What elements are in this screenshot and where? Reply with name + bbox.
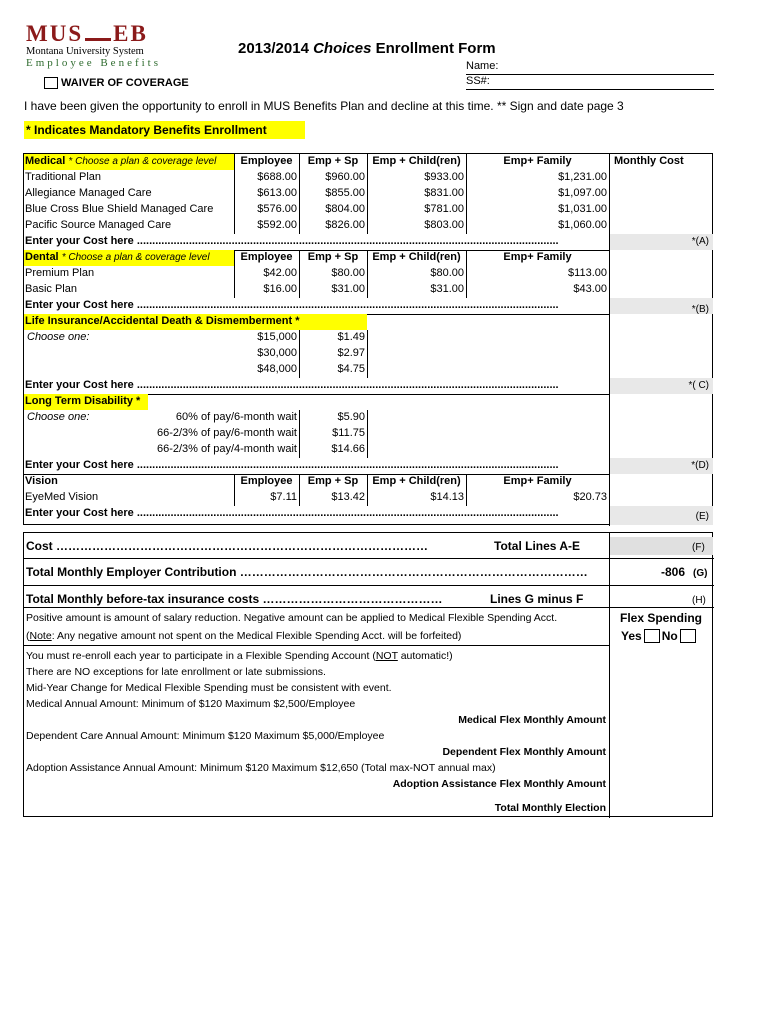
price-employee[interactable]: $42.00 [263,267,297,279]
life-enter-cost-row [24,378,714,394]
medical-label: Medical * Choose a plan & coverage level [24,154,234,170]
medical-enter-cost-row [24,234,714,250]
cost-e-input[interactable]: (E) [610,506,713,525]
title-rest: Enrollment Form [375,40,496,57]
col-emp-sp: Emp + Sp [307,475,359,487]
ltd-option-cost[interactable]: $5.90 [337,411,365,423]
employer-contribution-label: Total Monthly Employer Contribution …………………………………………………………………………… [26,565,588,579]
col-emp-family: Emp+ Family [503,475,572,487]
price-emp-family[interactable]: $113.00 [568,267,607,279]
marker-f: (F) [692,542,705,553]
name-field[interactable] [466,60,714,75]
medical-flex-monthly-label: Medical Flex Monthly Amount [458,714,606,726]
row-divider [24,607,714,608]
price-emp-sp[interactable]: $960.00 [325,171,365,183]
plan-row [24,282,714,298]
life-label: Life Insurance/Accidental Death & Dismemberment * [24,314,367,330]
price-emp-family[interactable]: $1,097.00 [558,187,607,199]
ltd-option-cost[interactable]: $11.75 [332,427,365,439]
ltd-option-row [24,426,714,442]
ltd-option-desc: 60% of pay/6-month wait [175,411,297,423]
adoption-annual-note: Adoption Assistance Annual Amount: Minimum $120 Maximum $12,650 (Total max-NOT annual max) [26,762,496,774]
price-emp-child[interactable]: $781.00 [424,203,464,215]
price-emp-family[interactable]: $43.00 [573,283,607,295]
mandatory-notice: * Indicates Mandatory Benefits Enrollment [24,121,305,139]
name-label: Name: [466,60,499,72]
no-checkbox[interactable] [680,629,696,643]
ss-label: SS#: [466,75,490,87]
col-employee: Employee [240,475,293,487]
col-emp-family: Emp+ Family [503,155,572,167]
ltd-header-row [24,394,714,410]
ltd-label: Long Term Disability * [24,394,148,410]
enter-cost-label: Enter your Cost here .......................................................................................................................................... [25,459,559,471]
row-divider [24,585,714,586]
employer-contribution-value: -806 [661,565,686,579]
col-emp-child: Emp + Child(ren) [372,251,461,263]
dental-header-row [24,250,714,266]
ltd-option-cost[interactable]: $14.66 [331,443,365,455]
forfeit-note: (Note: Any negative amount not spent on the Medical Flexible Spending Acct. will be forfeited) [26,630,462,642]
flex-yes-no [621,629,699,643]
col-employee: Employee [240,155,293,167]
ltd-option-row [24,442,714,458]
plan-name: Basic Plan [25,283,77,295]
price-emp-family: $20.73 [573,491,607,503]
dependent-flex-monthly-label: Dependent Flex Monthly Amount [442,746,606,758]
coverage-amount: $30,000 [257,347,297,359]
price-emp-child[interactable]: $80.00 [430,267,464,279]
price-emp-sp[interactable]: $804.00 [325,203,365,215]
price-emp-family[interactable]: $1,231.00 [558,171,607,183]
col-divider [609,533,610,818]
life-option-row [24,362,714,378]
coverage-amount: $48,000 [257,363,297,375]
medical-annual-note: Medical Annual Amount: Minimum of $120 Maximum $2,500/Employee [26,698,356,710]
price-emp-sp[interactable]: $855.00 [325,187,365,199]
total-monthly-election-label: Total Monthly Election [494,802,606,814]
waiver-of-coverage [44,77,189,89]
price-emp-sp[interactable]: $826.00 [325,219,365,231]
ltd-option-row [24,410,714,426]
coverage-amount: $15,000 [257,331,297,343]
price-employee[interactable]: $613.00 [257,187,297,199]
price-employee[interactable]: $576.00 [257,203,297,215]
logo-subtitle: Montana University System [26,46,144,57]
plan-name: Premium Plan [25,267,95,279]
coverage-cost[interactable]: $1.49 [337,331,365,343]
lines-g-minus-f: Lines G minus F [490,592,584,606]
col-emp-child: Emp + Child(ren) [372,155,461,167]
yes-label: Yes [621,629,642,643]
price-emp-child[interactable]: $933.00 [424,171,464,183]
col-emp-sp: Emp + Sp [307,155,359,167]
title-choices: Choices [313,40,372,57]
price-emp-child: $14.13 [430,491,464,503]
form-title [238,40,496,57]
ltd-option-desc: 66-2/3% of pay/6-month wait [156,427,297,439]
medical-header-row [24,154,714,170]
row-divider [24,558,714,559]
price-emp-family[interactable]: $1,031.00 [558,203,607,215]
enter-cost-label: Enter your Cost here .......................................................................................................................................... [25,235,559,247]
flex-spending-label: Flex Spending [620,611,703,625]
coverage-cost[interactable]: $4.75 [337,363,365,375]
pretax-label: Total Monthly before-tax insurance costs ……………………………………… [26,592,443,606]
title-year: 2013/2014 [238,40,309,57]
plan-name: Traditional Plan [25,171,102,183]
col-monthly-cost: Monthly Cost [614,155,684,167]
plan-row [24,202,714,218]
cost-c-input[interactable]: *( C) [610,378,713,394]
no-exceptions-note: There are NO exceptions for late enrollment or late submissions. [26,666,326,678]
plan-name: Blue Cross Blue Shield Managed Care [25,203,214,215]
total-lines-label: Total Lines A-E [494,539,581,553]
dependent-flex-input[interactable] [610,745,713,761]
vision-label: Vision [25,475,58,487]
adoption-flex-monthly-label: Adoption Assistance Flex Monthly Amount [392,778,606,790]
midyear-note: Mid-Year Change for Medical Flexible Spending must be consistent with event. [26,682,392,694]
benefits-table [23,153,713,525]
totals-section [23,532,713,817]
cost-b-input[interactable]: *(B) [610,298,713,314]
mus-eb-logo [26,22,176,72]
plan-name: EyeMed Vision [25,491,99,503]
price-emp-child[interactable]: $831.00 [424,187,464,199]
price-employee[interactable]: $16.00 [263,283,297,295]
price-employee[interactable]: $592.00 [257,219,297,231]
plan-row [24,266,714,282]
price-employee[interactable]: $688.00 [257,171,297,183]
total-election-input[interactable] [610,801,713,817]
ltd-option-desc: 66-2/3% of pay/4-month wait [156,443,297,455]
col-emp-family: Emp+ Family [503,251,572,263]
price-emp-sp[interactable]: $31.00 [331,283,365,295]
enter-cost-label: Enter your Cost here .......................................................................................................................................... [25,299,559,311]
adoption-flex-input[interactable] [610,777,713,793]
price-emp-child[interactable]: $803.00 [424,219,464,231]
logo-eb: EB [113,21,148,46]
ss-field[interactable] [466,75,714,90]
plan-name: Allegiance Managed Care [25,187,152,199]
plan-row [24,218,714,234]
price-employee: $7.11 [270,491,297,503]
medical-flex-input[interactable] [610,713,713,729]
plan-row [24,170,714,186]
choose-one-label: Choose one: [27,411,90,423]
plan-row [24,186,714,202]
vision-enter-cost-row [24,506,714,522]
row-divider [24,645,609,646]
price-emp-sp[interactable]: $80.00 [331,267,365,279]
dependent-annual-note: Dependent Care Annual Amount: Minimum $120 Maximum $5,000/Employee [26,730,385,742]
enter-cost-label: Enter your Cost here .......................................................................................................................................... [25,507,559,519]
vision-plan-row [24,490,714,506]
coverage-cost[interactable]: $2.97 [337,347,365,359]
no-label: No [661,629,678,643]
logo-mus: MUS [26,21,84,46]
plan-name: Pacific Source Managed Care [25,219,172,231]
life-option-row [24,330,714,346]
price-emp-child[interactable]: $31.00 [430,283,464,295]
waiver-checkbox[interactable] [44,77,58,89]
cost-label: Cost ………………………………………………………………………………… [26,539,428,553]
col-emp-sp: Emp + Sp [307,251,359,263]
dental-label: Dental * Choose a plan & coverage level [24,250,234,266]
logo-bar [85,38,111,41]
col-emp-child: Emp + Child(ren) [372,475,461,487]
positive-amount-note: Positive amount is amount of salary reduction. Negative amount can be applied to Medical Flexible Spending Acct. [26,612,558,624]
life-option-row [24,346,714,362]
col-employee: Employee [240,251,293,263]
price-emp-family[interactable]: $1,060.00 [558,219,607,231]
marker-h: (H) [692,595,706,606]
intro-text: I have been given the opportunity to enroll in MUS Benefits Plan and decline at this time. ** Sign and date page 3 [24,99,624,113]
waiver-label: WAIVER OF COVERAGE [61,77,189,89]
price-emp-sp: $13.42 [331,491,365,503]
life-header-row [24,314,714,330]
logo-wordmark [26,22,176,46]
dental-enter-cost-row [24,298,714,314]
marker-g: (G) [693,568,708,579]
enter-cost-label: Enter your Cost here .......................................................................................................................................... [25,379,559,391]
logo-subtitle-2: Employee Benefits [26,57,162,69]
ltd-enter-cost-row [24,458,714,474]
yes-checkbox[interactable] [644,629,660,643]
cost-a-input[interactable]: *(A) [610,234,713,250]
choose-one-label: Choose one: [27,331,90,343]
vision-header-row [24,474,714,490]
reenroll-note: You must re-enroll each year to participate in a Flexible Spending Account (NOT automatic!) [26,650,453,662]
cost-d-input[interactable]: *(D) [610,458,713,474]
